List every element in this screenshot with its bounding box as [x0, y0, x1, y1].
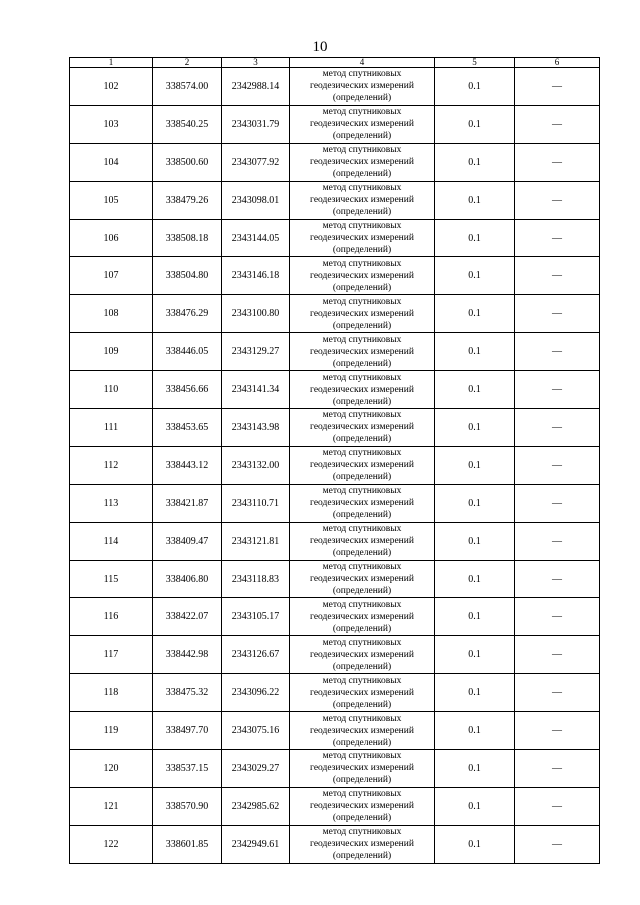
point-number-cell: 115: [70, 560, 153, 598]
method-cell: [290, 825, 435, 863]
method-text-line: геодезических измерений: [310, 195, 414, 206]
method-cell: [290, 371, 435, 409]
accuracy-cell: 0.1: [435, 446, 515, 484]
method-text-line: (определений): [332, 282, 392, 293]
point-number-cell: 121: [70, 787, 153, 825]
accuracy-cell: 0.1: [435, 219, 515, 257]
note-cell: —: [515, 750, 600, 788]
y-coordinate-cell: 2343075.16: [222, 712, 290, 750]
method-text-line: геодезических измерений: [310, 498, 414, 509]
method-text-line: геодезических измерений: [310, 536, 414, 547]
method-text-line: метод спутниковых: [322, 562, 402, 573]
method-text-line: геодезических измерений: [310, 801, 414, 812]
point-number-cell: 120: [70, 750, 153, 788]
table-row: [70, 598, 600, 636]
method-text-line: метод спутниковых: [322, 713, 402, 724]
accuracy-cell: 0.1: [435, 598, 515, 636]
method-text-line: геодезических измерений: [310, 839, 414, 850]
point-number-cell: 114: [70, 522, 153, 560]
method-text-line: (определений): [332, 813, 392, 824]
method-cell: [290, 598, 435, 636]
point-number-cell: 117: [70, 636, 153, 674]
note-cell: —: [515, 257, 600, 295]
y-coordinate-cell: 2342985.62: [222, 787, 290, 825]
method-text-line: геодезических измерений: [310, 763, 414, 774]
method-text-line: геодезических измерений: [310, 233, 414, 243]
method-cell: [290, 143, 435, 181]
note-cell: —: [515, 68, 600, 106]
accuracy-cell: 0.1: [435, 409, 515, 447]
table-row: [70, 522, 600, 560]
method-text-line: метод спутниковых: [322, 372, 402, 383]
method-text-line: геодезических измерений: [310, 422, 414, 433]
method-text-line: (определений): [332, 737, 392, 748]
accuracy-cell: 0.1: [435, 750, 515, 788]
method-text-line: (определений): [332, 169, 392, 180]
accuracy-cell: 0.1: [435, 484, 515, 522]
method-text-line: метод спутниковых: [322, 221, 402, 231]
x-coordinate-cell: 338570.90: [153, 787, 222, 825]
method-text-line: (определений): [332, 623, 392, 634]
method-cell: [290, 68, 435, 106]
table-row: [70, 143, 600, 181]
method-text-line: (определений): [332, 131, 392, 142]
method-cell: [290, 750, 435, 788]
x-coordinate-cell: 338504.80: [153, 257, 222, 295]
method-text-line: метод спутниковых: [322, 410, 402, 421]
method-text-line: геодезических измерений: [310, 384, 414, 395]
point-number-cell: 107: [70, 257, 153, 295]
method-text-line: геодезических измерений: [310, 460, 414, 471]
accuracy-cell: 0.1: [435, 522, 515, 560]
y-coordinate-cell: 2343118.83: [222, 560, 290, 598]
x-coordinate-cell: 338601.85: [153, 825, 222, 863]
method-text-line: (определений): [332, 851, 392, 862]
table-row: [70, 105, 600, 143]
method-text-line: метод спутниковых: [322, 827, 402, 838]
method-text-line: геодезических измерений: [310, 687, 414, 698]
method-text-line: (определений): [332, 661, 392, 672]
method-cell: [290, 219, 435, 257]
method-text-line: метод спутниковых: [322, 524, 402, 535]
point-number-cell: 110: [70, 371, 153, 409]
x-coordinate-cell: 338479.26: [153, 181, 222, 219]
method-cell: [290, 636, 435, 674]
method-text-line: метод спутниковых: [322, 751, 402, 762]
method-text-line: (определений): [332, 472, 392, 483]
table-row: [70, 750, 600, 788]
note-cell: —: [515, 333, 600, 371]
accuracy-cell: 0.1: [435, 257, 515, 295]
method-text-line: метод спутниковых: [322, 789, 402, 800]
method-text-line: метод спутниковых: [322, 145, 402, 156]
x-coordinate-cell: 338409.47: [153, 522, 222, 560]
point-number-cell: 118: [70, 674, 153, 712]
y-coordinate-cell: 2343029.27: [222, 750, 290, 788]
y-coordinate-cell: 2343100.80: [222, 295, 290, 333]
note-cell: —: [515, 409, 600, 447]
method-text-line: геодезических измерений: [310, 574, 414, 585]
y-coordinate-cell: 2343110.71: [222, 484, 290, 522]
note-cell: —: [515, 295, 600, 333]
x-coordinate-cell: 338537.15: [153, 750, 222, 788]
y-coordinate-cell: 2343098.01: [222, 181, 290, 219]
x-coordinate-cell: 338540.25: [153, 105, 222, 143]
coordinates-table: [69, 57, 600, 864]
y-coordinate-cell: 2343105.17: [222, 598, 290, 636]
point-number-cell: 105: [70, 181, 153, 219]
y-coordinate-cell: 2343129.27: [222, 333, 290, 371]
point-number-cell: 103: [70, 105, 153, 143]
accuracy-cell: 0.1: [435, 712, 515, 750]
note-cell: —: [515, 787, 600, 825]
note-cell: —: [515, 371, 600, 409]
method-cell: [290, 522, 435, 560]
method-text-line: (определений): [332, 93, 392, 104]
table-row: [70, 825, 600, 863]
method-text-line: метод спутниковых: [322, 334, 402, 345]
column-header: 6: [515, 58, 600, 68]
x-coordinate-cell: 338443.12: [153, 446, 222, 484]
point-number-cell: 104: [70, 143, 153, 181]
column-header: 5: [435, 58, 515, 68]
y-coordinate-cell: 2343146.18: [222, 257, 290, 295]
table-row: [70, 446, 600, 484]
method-text-line: метод спутниковых: [322, 637, 402, 648]
y-coordinate-cell: 2343126.67: [222, 636, 290, 674]
method-text-line: геодезических измерений: [310, 81, 414, 92]
method-text-line: (определений): [332, 396, 392, 407]
table-body: [70, 68, 600, 864]
point-number-cell: 119: [70, 712, 153, 750]
table-row: [70, 68, 600, 106]
x-coordinate-cell: 338508.18: [153, 219, 222, 257]
method-text-line: (определений): [332, 245, 392, 255]
accuracy-cell: 0.1: [435, 787, 515, 825]
table-row: [70, 636, 600, 674]
x-coordinate-cell: 338453.65: [153, 409, 222, 447]
method-cell: [290, 674, 435, 712]
table-row: [70, 181, 600, 219]
column-header: 3: [222, 58, 290, 68]
y-coordinate-cell: 2343121.81: [222, 522, 290, 560]
method-cell: [290, 257, 435, 295]
x-coordinate-cell: 338574.00: [153, 68, 222, 106]
accuracy-cell: 0.1: [435, 105, 515, 143]
y-coordinate-cell: 2343143.98: [222, 409, 290, 447]
accuracy-cell: 0.1: [435, 371, 515, 409]
note-cell: —: [515, 560, 600, 598]
method-cell: [290, 787, 435, 825]
point-number-cell: 116: [70, 598, 153, 636]
method-text-line: (определений): [332, 586, 392, 597]
method-text-line: геодезических измерений: [310, 649, 414, 660]
note-cell: —: [515, 181, 600, 219]
y-coordinate-cell: 2343144.05: [222, 219, 290, 257]
method-text-line: геодезических измерений: [310, 270, 414, 281]
column-header: 1: [70, 58, 153, 68]
table-row: [70, 560, 600, 598]
x-coordinate-cell: 338497.70: [153, 712, 222, 750]
note-cell: —: [515, 219, 600, 257]
method-text-line: (определений): [332, 358, 392, 369]
method-cell: [290, 105, 435, 143]
method-text-line: геодезических измерений: [310, 725, 414, 736]
method-text-line: (определений): [332, 434, 392, 445]
x-coordinate-cell: 338475.32: [153, 674, 222, 712]
method-text-line: метод спутниковых: [322, 296, 402, 307]
x-coordinate-cell: 338500.60: [153, 143, 222, 181]
note-cell: —: [515, 143, 600, 181]
table-row: [70, 787, 600, 825]
point-number-cell: 122: [70, 825, 153, 863]
method-text-line: геодезических измерений: [310, 119, 414, 130]
point-number-cell: 102: [70, 68, 153, 106]
table-row: [70, 219, 600, 257]
note-cell: —: [515, 598, 600, 636]
point-number-cell: 109: [70, 333, 153, 371]
note-cell: —: [515, 825, 600, 863]
table-row: [70, 484, 600, 522]
method-text-line: метод спутниковых: [322, 675, 402, 686]
point-number-cell: 112: [70, 446, 153, 484]
table-row: [70, 371, 600, 409]
y-coordinate-cell: 2343141.34: [222, 371, 290, 409]
note-cell: —: [515, 712, 600, 750]
method-text-line: геодезических измерений: [310, 157, 414, 168]
note-cell: —: [515, 446, 600, 484]
note-cell: —: [515, 674, 600, 712]
header-row: [70, 58, 600, 68]
point-number-cell: 111: [70, 409, 153, 447]
note-cell: —: [515, 105, 600, 143]
x-coordinate-cell: 338406.80: [153, 560, 222, 598]
method-text-line: геодезических измерений: [310, 611, 414, 622]
method-text-line: метод спутниковых: [322, 448, 402, 459]
method-cell: [290, 409, 435, 447]
table-row: [70, 295, 600, 333]
method-text-line: метод спутниковых: [322, 107, 402, 118]
table-row: [70, 712, 600, 750]
note-cell: —: [515, 636, 600, 674]
method-cell: [290, 446, 435, 484]
method-cell: [290, 181, 435, 219]
method-text-line: метод спутниковых: [322, 258, 402, 269]
method-text-line: метод спутниковых: [322, 486, 402, 497]
accuracy-cell: 0.1: [435, 333, 515, 371]
method-text-line: (определений): [332, 775, 392, 786]
accuracy-cell: 0.1: [435, 143, 515, 181]
page-number: 10: [312, 39, 328, 55]
x-coordinate-cell: 338476.29: [153, 295, 222, 333]
table-row: [70, 333, 600, 371]
accuracy-cell: 0.1: [435, 560, 515, 598]
method-text-line: (определений): [332, 320, 392, 331]
y-coordinate-cell: 2342949.61: [222, 825, 290, 863]
accuracy-cell: 0.1: [435, 636, 515, 674]
x-coordinate-cell: 338442.98: [153, 636, 222, 674]
note-cell: —: [515, 522, 600, 560]
x-coordinate-cell: 338456.66: [153, 371, 222, 409]
point-number-cell: 108: [70, 295, 153, 333]
table-row: [70, 409, 600, 447]
point-number-cell: 113: [70, 484, 153, 522]
accuracy-cell: 0.1: [435, 68, 515, 106]
note-cell: —: [515, 484, 600, 522]
method-text-line: метод спутниковых: [322, 599, 402, 610]
method-text-line: (определений): [332, 207, 392, 218]
x-coordinate-cell: 338446.05: [153, 333, 222, 371]
method-cell: [290, 712, 435, 750]
table-row: [70, 674, 600, 712]
method-cell: [290, 560, 435, 598]
y-coordinate-cell: 2342988.14: [222, 68, 290, 106]
method-text-line: геодезических измерений: [310, 346, 414, 357]
method-text-line: (определений): [332, 510, 392, 521]
method-cell: [290, 484, 435, 522]
accuracy-cell: 0.1: [435, 295, 515, 333]
y-coordinate-cell: 2343031.79: [222, 105, 290, 143]
column-header: 4: [290, 58, 435, 68]
method-text-line: метод спутниковых: [322, 183, 402, 194]
method-cell: [290, 333, 435, 371]
x-coordinate-cell: 338421.87: [153, 484, 222, 522]
method-text-line: геодезических измерений: [310, 308, 414, 319]
column-header: 2: [153, 58, 222, 68]
point-number-cell: 106: [70, 219, 153, 257]
method-cell: [290, 295, 435, 333]
y-coordinate-cell: 2343077.92: [222, 143, 290, 181]
y-coordinate-cell: 2343132.00: [222, 446, 290, 484]
method-text-line: (определений): [332, 699, 392, 710]
table-row: [70, 257, 600, 295]
x-coordinate-cell: 338422.07: [153, 598, 222, 636]
accuracy-cell: 0.1: [435, 825, 515, 863]
method-text-line: метод спутниковых: [322, 69, 402, 80]
method-text-line: (определений): [332, 548, 392, 559]
accuracy-cell: 0.1: [435, 674, 515, 712]
y-coordinate-cell: 2343096.22: [222, 674, 290, 712]
accuracy-cell: 0.1: [435, 181, 515, 219]
